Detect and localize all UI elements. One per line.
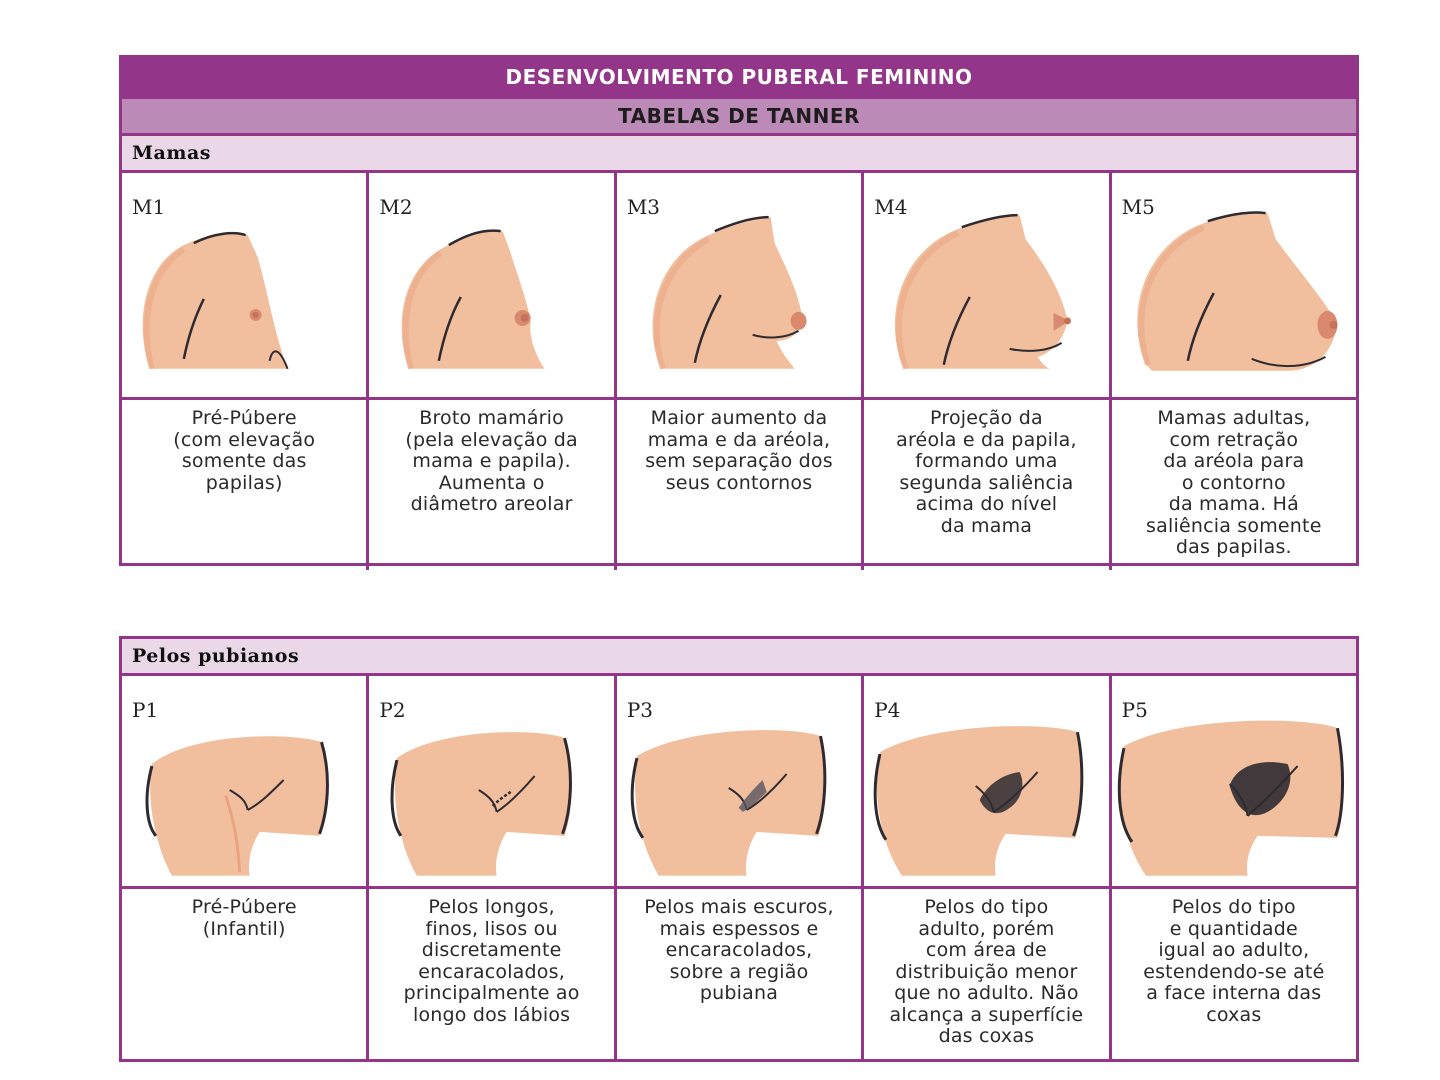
pubic-p2-illustration [369,676,613,886]
stage-description-p3: Pelos mais escuros, mais espessos e encaracolados, sobre a região pubiana [617,889,864,1062]
stage-code: P5 [1121,698,1148,722]
stage-code: M4 [874,195,908,219]
stage-description-m4: Projeção da aréola e da papila, formando uma segunda saliência acima do nível da mama [864,400,1111,570]
stage-cell-m1 [122,173,369,397]
table-title: DESENVOLVIMENTO PUBERAL FEMININO [122,58,1356,96]
table-subtitle: TABELAS DE TANNER [122,96,1356,136]
stage-code: M3 [626,195,661,219]
stage-code: M5 [1121,195,1155,219]
stage-cell-p2 [369,676,616,886]
stage-cell-p3 [617,676,864,886]
stage-cell-m3 [617,173,864,397]
breast-stages-table [119,55,1359,566]
stage-cell-m5 [1112,173,1356,397]
section-label-pelos: Pelos pubianos [122,639,1356,676]
pubic-illustration-row [122,676,1356,889]
stage-description-p5: Pelos do tipo e quantidade igual ao adulto, estendendo-se até a face interna das coxas [1143,896,1325,1026]
breast-m1-illustration [122,173,366,397]
stage-cell-m2 [369,173,616,397]
stage-description-m2: Broto mamário (pela elevação da mama e papila). Aumenta o diâmetro areolar [369,400,616,570]
pubic-p4-illustration [864,676,1108,886]
stage-code: P3 [626,698,653,722]
stage-description-p4: Pelos do tipo adulto, porém com área de distribuição menor que no adulto. Não alcança a superfície das coxas [864,889,1111,1062]
stage-code: P4 [874,698,901,722]
stage-cell-m4 [864,173,1111,397]
pubic-p1-illustration [122,676,366,886]
stage-code: M1 [132,195,166,219]
stage-code: M2 [379,195,413,219]
stage-description-m5: Mamas adultas, com retração da aréola para o contorno da mama. Há saliência somente das papilas. [1146,407,1322,558]
pubic-hair-stages-table [119,636,1359,1062]
section-label-mamas: Mamas [122,136,1356,173]
breast-description-row [122,400,1356,570]
stage-cell-p1 [122,676,369,886]
breast-m2-illustration [369,173,613,397]
stage-description-p2: Pelos longos, finos, lisos ou discretamente encaracolados, principalmente ao longo dos lábios [369,889,616,1062]
breast-m5-illustration [1112,173,1356,397]
stage-code: P2 [379,698,406,722]
stage-description-m1: Pré-Púbere (com elevação somente das papilas) [122,400,369,570]
stage-cell-p5 [1112,676,1356,886]
pubic-p5-illustration [1112,676,1356,886]
pubic-description-row [122,889,1356,1062]
pubic-p3-illustration [617,676,861,886]
stage-description-m3: Maior aumento da mama e da aréola, sem separação dos seus contornos [617,400,864,570]
breast-m4-illustration [864,173,1108,397]
stage-code: P1 [132,698,159,722]
breast-illustration-row [122,173,1356,400]
stage-description-p1: Pré-Púbere (Infantil) [122,889,369,1062]
breast-m3-illustration [617,173,861,397]
stage-cell-p4 [864,676,1111,886]
